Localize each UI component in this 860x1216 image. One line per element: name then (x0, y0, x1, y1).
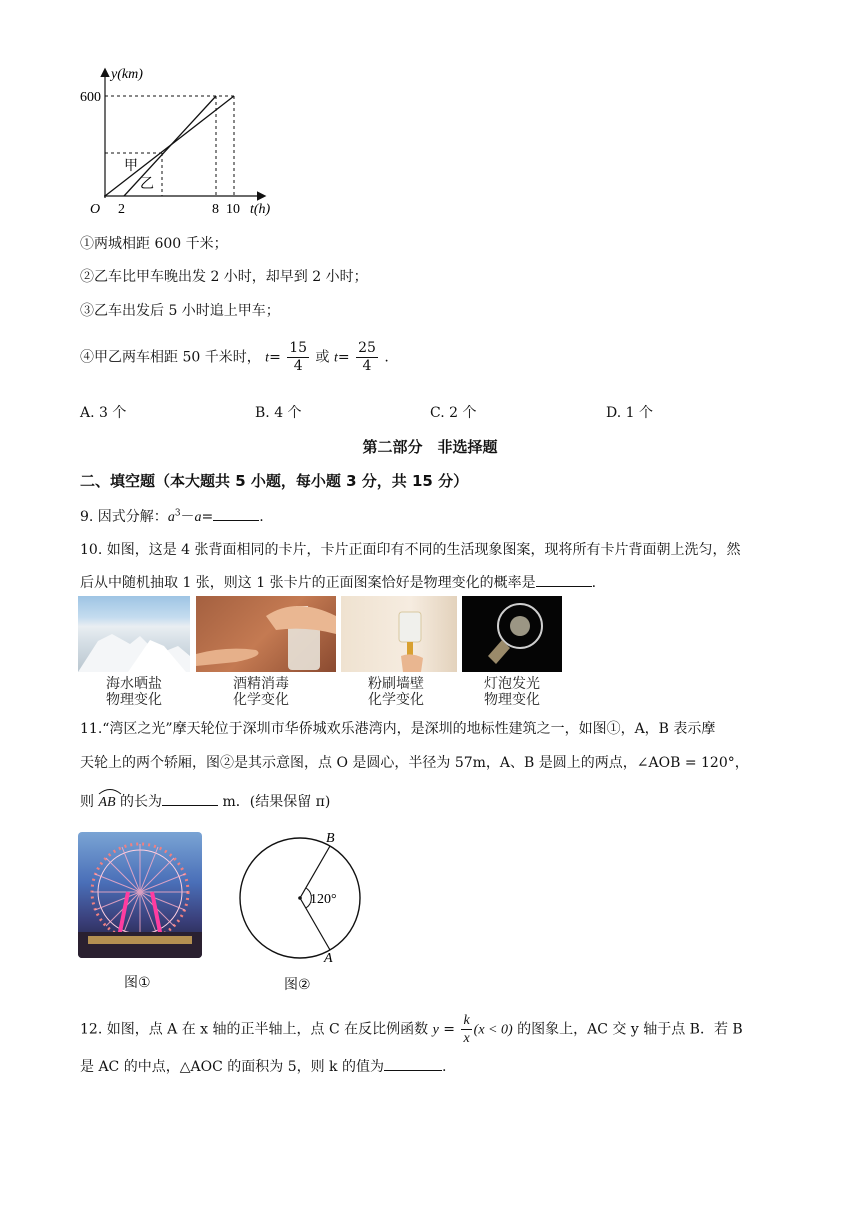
option-a[interactable]: A. 3 个 (80, 405, 127, 421)
x-axis-label: t(h) (250, 202, 271, 217)
card-image-salt (78, 596, 190, 672)
statement-1: ①两城相距 600 千米； (80, 236, 228, 252)
figure-1-caption: 图① (124, 975, 151, 991)
y-axis-label: y(km) (111, 67, 143, 82)
answer-blank-12[interactable] (384, 1070, 442, 1071)
line-yi (124, 96, 216, 196)
point-a-label: A (324, 951, 333, 966)
question-10-line2: 后从中随机抽取 1 张，则这 1 张卡片的正面图案恰好是物理变化的概率是 . (80, 575, 597, 591)
option-d[interactable]: D. 1 个 (606, 405, 653, 421)
origin-label: O (90, 202, 101, 217)
question-11-line3: 则 AB 的长为 m．(结果保留 π) (80, 791, 330, 811)
x-tick-8: 8 (212, 202, 219, 217)
section2-title: 二、填空题（本大题共 5 小题，每小题 3 分，共 15 分） (80, 472, 469, 490)
angle-label: 120° (310, 892, 337, 907)
card-image-bulb (462, 596, 562, 672)
label-yi: 乙 (140, 177, 154, 192)
answer-blank-10[interactable] (536, 586, 592, 587)
fraction-25-4: $\frac{25}{4}$ (358, 340, 376, 374)
question-11-line2: 天轮上的两个轿厢，图②是其示意图，点 O 是圆心，半径为 57m，A、B 是圆上的两点，∠AOB = 120°， (80, 755, 749, 771)
option-c[interactable]: C. 2 个 (430, 405, 477, 421)
question-10-line1: 10. 如图，这是 4 张背面相同的卡片，卡片正面印有不同的生活现象图案，现将所有卡片背面朝上洗匀，然 (80, 542, 741, 558)
circle-diagram (232, 826, 372, 966)
statement-4: ④甲乙两车相距 50 千米时， t= $\frac{15}{4}$ 或 t= $\frac{25}{4}$ . (80, 340, 389, 374)
answer-blank-9[interactable] (213, 520, 259, 521)
figure-2-caption: 图② (284, 977, 311, 993)
question-12-line1: 12. 如图，点 A 在 x 轴的正半轴上，点 C 在反比例函数 y = $\frac{k}{x}$ (x < 0) 的图象上，AC 交 y 轴于点 B．若 B (80, 1013, 743, 1046)
arc-ab: AB (98, 791, 115, 811)
ferris-wheel-photo (78, 832, 202, 958)
point-b-label: B (326, 831, 335, 846)
card-image-paint (341, 596, 457, 672)
card-caption-3: 粉刷墙壁 化学变化 (368, 676, 424, 708)
statement-2: ②乙车比甲车晚出发 2 小时，却早到 2 小时； (80, 269, 368, 285)
question-11-line1: 11.“湾区之光”摩天轮位于深圳市华侨城欢乐港湾内，是深圳的地标性建筑之一，如图①，A，B 表示摩 (80, 721, 716, 737)
option-b[interactable]: B. 4 个 (255, 405, 302, 421)
distance-time-graph (78, 64, 278, 220)
card-caption-4: 灯泡发光 物理变化 (484, 676, 540, 708)
card-caption-1: 海水晒盐 物理变化 (106, 676, 162, 708)
question-12-line2: 是 AC 的中点，△AOC 的面积为 5，则 k 的值为 . (80, 1059, 447, 1075)
fraction-k-x: $\frac{k}{x}$ (463, 1013, 470, 1046)
answer-blank-11[interactable] (162, 805, 218, 806)
x-tick-2: 2 (118, 202, 125, 217)
y-tick-600: 600 (80, 90, 101, 105)
x-tick-10: 10 (226, 202, 240, 217)
label-jia: 甲 (124, 159, 138, 174)
card-image-sanitizer (196, 596, 336, 672)
statement-3: ③乙车出发后 5 小时追上甲车； (80, 303, 280, 319)
fraction-15-4: $\frac{15}{4}$ (289, 340, 308, 374)
card-caption-2: 酒精消毒 化学变化 (233, 676, 289, 708)
question-9: 9. 因式分解：$a^3-a=$ . (80, 508, 264, 525)
part2-title: 第二部分 非选择题 (362, 438, 498, 456)
